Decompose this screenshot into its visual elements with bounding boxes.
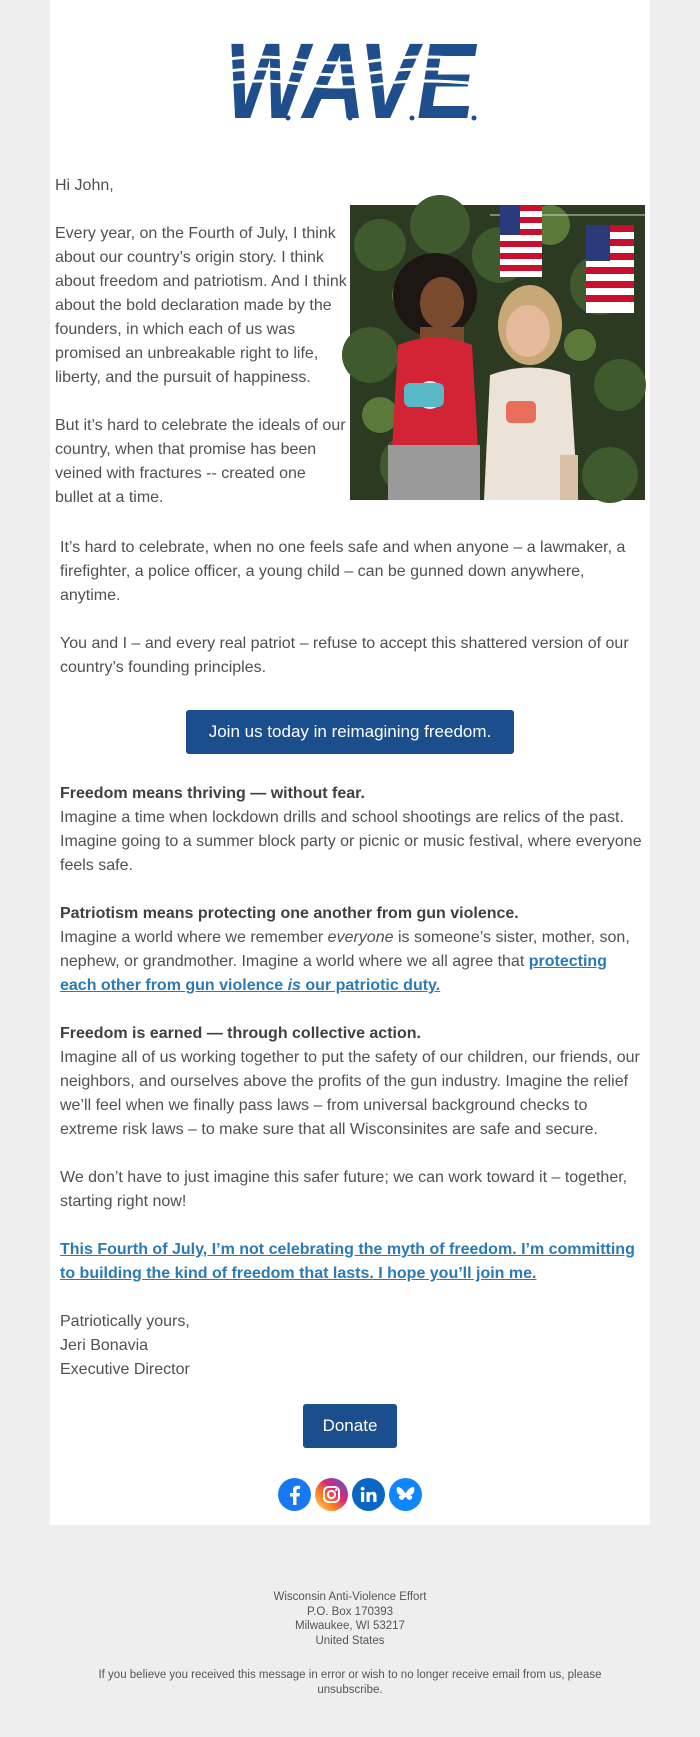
section-thriving [60,782,645,878]
footer-po-box: P.O. Box 170393 [306,1605,394,1618]
section-collective-text: Imagine all of us working together to put the safety of our children, our friends, our neighbors, and ourselves above the profits of the gun industry. Imagine the relief we’ll feel when we finally pass laws – from universal background checks to extreme risk laws – to make sure that all Wisconsinites are safe and secure. [60,1049,640,1138]
reimagine-freedom-button[interactable]: Join us today in reimagining freedom. [186,710,514,754]
section-thriving-text: Imagine a time when lockdown drills and school shootings are relics of the past. Imagine going to a summer block party or picnic or music festival, where everyone feels safe. [60,809,642,874]
wave-logo-icon [220,30,480,126]
section-protecting-heading: Patriotism means protecting one another from gun violence. [60,905,519,922]
child-left [388,253,480,500]
flag-2 [586,225,634,313]
intro-text [55,222,347,534]
body-paragraph-2: You and I – and every real patriot – refuse to accept this shattered version of our country’s founding principles. [60,635,629,676]
email-card [50,0,650,1525]
section-protecting-text-b: is someone’s sister, mother, son, nephew, or grandmother. Imagine a world where we all agree that [60,929,630,970]
section-protecting-text-a: Imagine a world where we remember [60,929,328,946]
children-with-flags-photo [350,205,645,500]
content-sections [60,782,645,1406]
wave-logo[interactable] [50,30,650,130]
intro-paragraph-1: Every year, on the Fourth of July, I think about our country’s origin story. I think about freedom and patriotism. And I think about the bold declaration made by the founders, in which each of us was promised an unbreakable right to life, liberty, and the pursuit of happiness. [55,225,347,386]
body-text [60,536,640,704]
footer-country: United States [315,1634,385,1647]
join-me-link[interactable]: This Fourth of July, I’m not celebrating the myth of freedom. I’m committing to building the kind of freedom that lasts. I hope you’ll join me. [60,1241,635,1282]
instagram-icon[interactable] [315,1478,348,1511]
section-collective-heading: Freedom is earned — through collective action. [60,1025,421,1042]
footer-org: Wisconsin Anti-Violence Effort [273,1591,427,1603]
signature [60,1310,645,1382]
patriotic-duty-link-b: our patriotic duty. [300,977,441,994]
section-protecting [60,902,645,998]
flag-1 [500,205,542,277]
section-thriving-heading: Freedom means thriving — without fear. [60,785,365,802]
footer [0,1590,700,1697]
donate-button[interactable]: Donate [303,1404,397,1448]
facebook-icon[interactable] [278,1478,311,1511]
greeting: Hi John, [55,177,114,194]
signer-title: Executive Director [60,1361,190,1378]
closing-paragraph: We don’t have to just imagine this safer future; we can work toward it – together, starting right now! [60,1169,628,1210]
social-links [50,1478,650,1511]
signer-name: Jeri Bonavia [60,1337,149,1354]
section-protecting-emphasis: everyone [327,929,394,946]
patriotic-duty-link-em: is [287,977,301,994]
linkedin-icon[interactable] [352,1478,385,1511]
unsubscribe-note[interactable]: If you believe you received this message in error or wish to no longer receive email from us, please unsubscribe. [98,1669,602,1696]
intro-paragraph-2: But it’s hard to celebrate the ideals of our country, when that promise has been veined with fractures -- created one bullet at a time. [55,417,346,506]
bluesky-icon[interactable] [389,1478,422,1511]
closing-link-paragraph [60,1238,645,1286]
section-collective [60,1022,645,1142]
patriotic-duty-link-a: protecting each other from gun violence [60,953,607,994]
body-paragraph-1: It’s hard to celebrate, when no one feels safe and when anyone – a lawmaker, a firefighter, a police officer, a young child – can be gunned down anywhere, anytime. [60,539,626,604]
footer-city: Milwaukee, WI 53217 [295,1620,405,1632]
signoff: Patriotically yours, [60,1313,190,1330]
